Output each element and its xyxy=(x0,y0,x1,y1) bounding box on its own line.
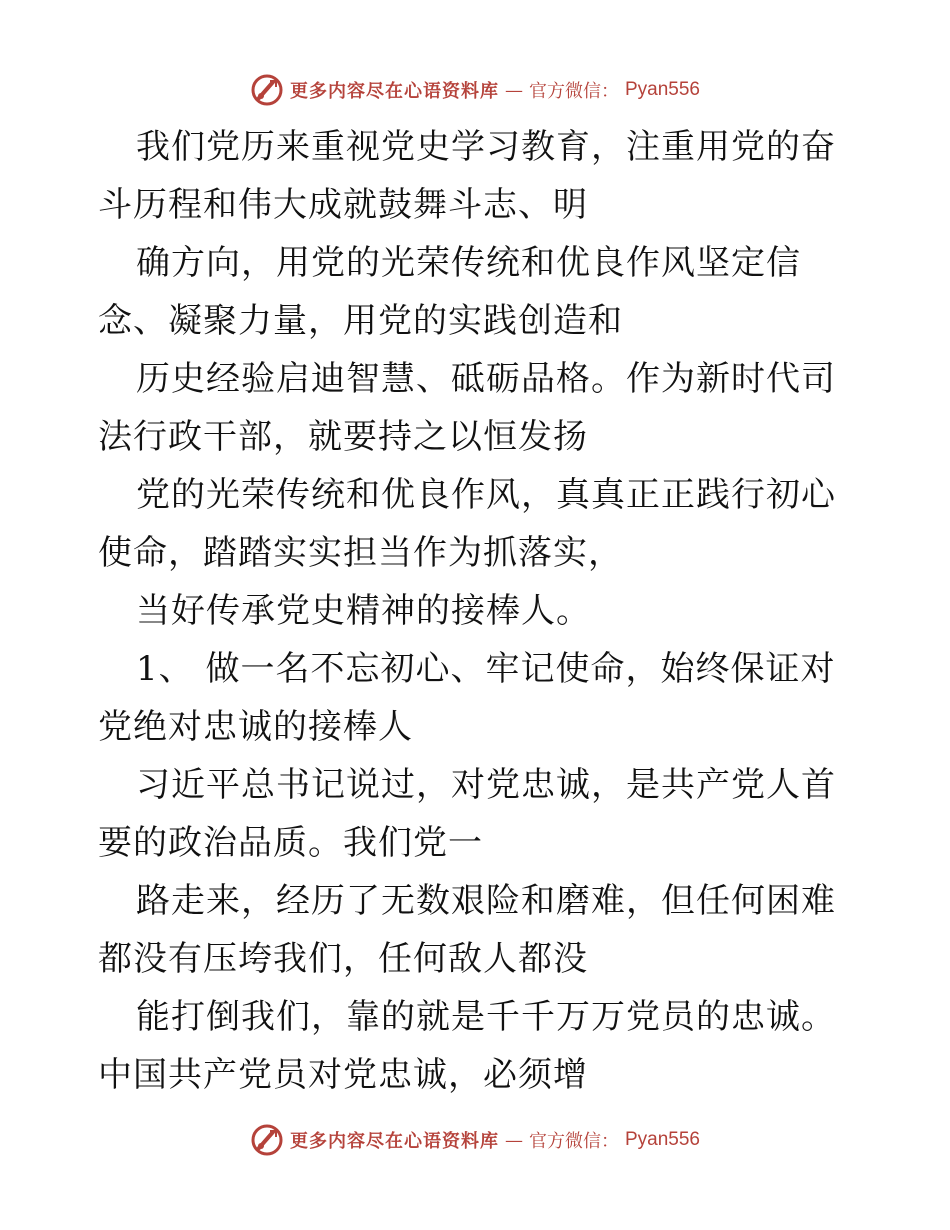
watermark-dash: — xyxy=(504,79,523,101)
document-body xyxy=(98,118,858,1104)
paragraph: 确方向，用党的光荣传统和优良作风坚定信念、凝聚力量，用党的实践创造和 xyxy=(98,243,801,341)
watermark-official-label: 官方微信： xyxy=(528,81,619,102)
watermark-handle: Pyan556 xyxy=(624,1129,700,1150)
paragraph: 我们党历来重视党史学习教育，注重用党的奋斗历程和伟大成就鼓舞斗志、明 xyxy=(98,127,836,225)
section-heading: 1、 做一名不忘初心、牢记使命，始终保证对党绝对忠诚的接棒人 xyxy=(98,649,836,747)
watermark-site-text: 更多内容尽在心语资料库 xyxy=(289,1131,499,1152)
paragraph: 路走来，经历了无数艰险和磨难，但任何困难都没有压垮我们，任何敌人都没 xyxy=(98,881,836,979)
paragraph: 党的光荣传统和优良作风，真真正正践行初心使命，踏踏实实担当作为抓落实， xyxy=(98,475,836,573)
watermark-handle: Pyan556 xyxy=(624,79,700,100)
paragraph: 能打倒我们，靠的就是千千万万党员的忠诚。中国共产党员对党忠诚，必须增 xyxy=(98,997,836,1095)
paragraph: 习近平总书记说过，对党忠诚，是共产党人首要的政治品质。我们党一 xyxy=(98,765,836,863)
brush-pen-logo-icon xyxy=(250,73,284,107)
paragraph: 当好传承党史精神的接棒人。 xyxy=(136,591,591,631)
watermark-site-text: 更多内容尽在心语资料库 xyxy=(289,81,499,102)
watermark-official-label: 官方微信： xyxy=(528,1131,619,1152)
watermark-dash: — xyxy=(504,1129,523,1151)
brush-pen-logo-icon xyxy=(250,1123,284,1157)
paragraph: 历史经验启迪智慧、砥砺品格。作为新时代司法行政干部，就要持之以恒发扬 xyxy=(98,359,836,457)
footer-watermark xyxy=(0,1120,950,1160)
header-watermark xyxy=(0,70,950,110)
